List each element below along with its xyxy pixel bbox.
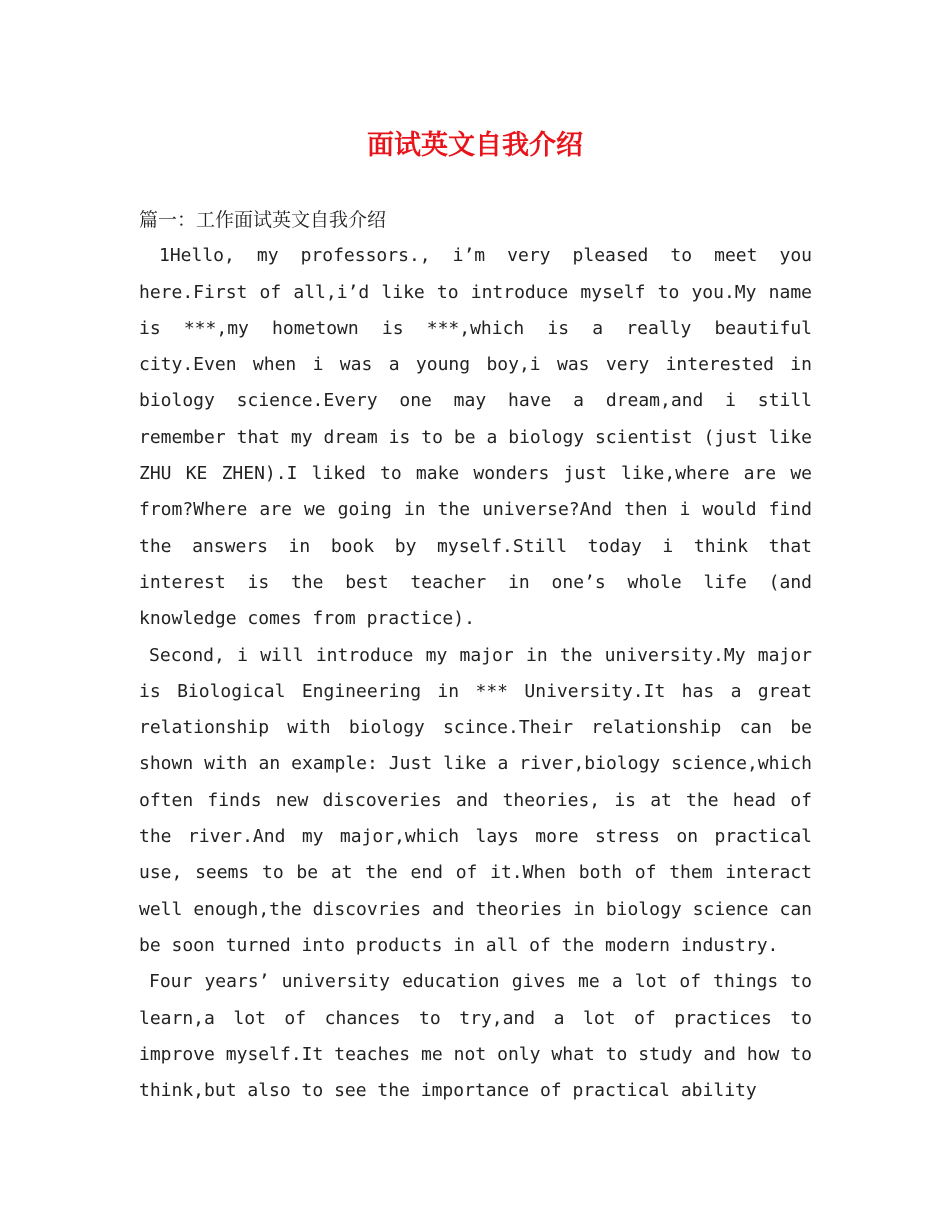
paragraph-education: Four years’ university education gives me a lot of things to learn,a lot of chances to try,and a lot of practices to improve myself.It teaches me not only what to study and how to think,but also to see the importance of practical ability <box>139 971 812 1102</box>
section-heading: 篇一：工作面试英文自我介绍 <box>139 209 387 231</box>
document-body <box>139 202 812 1109</box>
document-title: 面试英文自我介绍 <box>367 130 583 161</box>
paragraph-major: Second, i will introduce my major in the university.My major is Biological Engineering in *** University.It has a great relationship with biology scince.Their relationship can be shown with an example: Just like a river,biology science,which often finds new discoveries and theories, is at the head of the river.And my major,which lays more stress on practical use, seems to be at the end of it.When both of them interact well enough,the discovries and theories in biology science can be soon turned into products in all of the modern industry. <box>139 644 812 956</box>
paragraph-introduction: 1Hello, my professors., i’m very pleased to meet you here.First of all,i’d like to introduce myself to you.My name is ***,my hometown is ***,which is a really beautiful city.Even when i was a young boy,i was very interested in biology science.Every one may have a dream,and i still remember that my dream is to be a biology scientist (just like ZHU KE ZHEN).I liked to make wonders just like,where are we from?Where are we going in the universe?And then i would find the answers in book by myself.Still today i think that interest is the best teacher in one’s whole life (and knowledge comes from practice). <box>139 245 812 630</box>
